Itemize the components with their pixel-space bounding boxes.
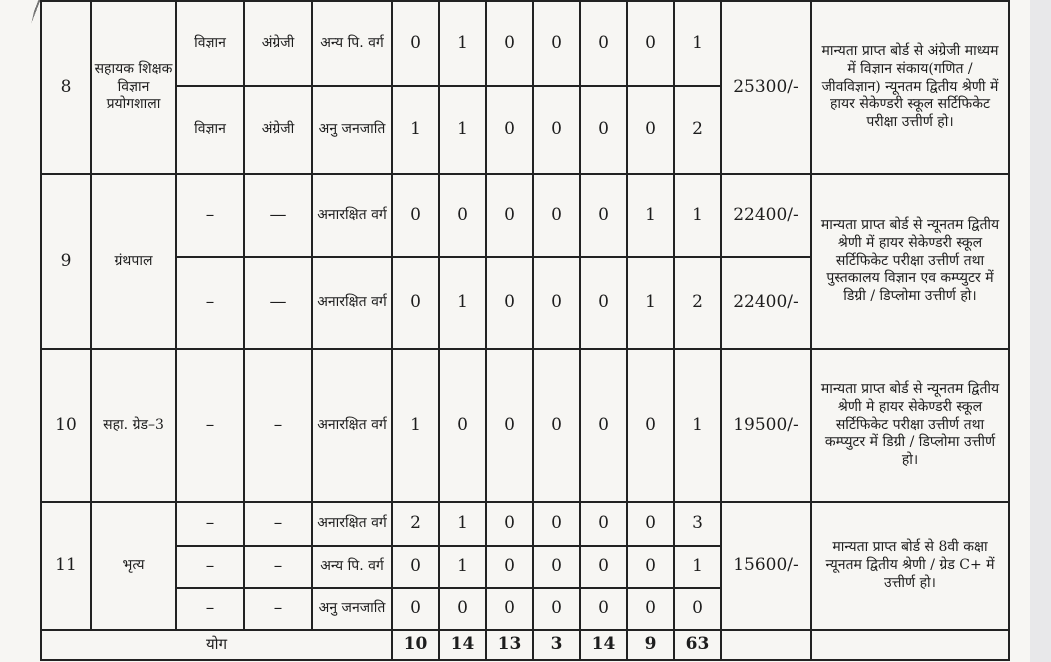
- subject-cell: –: [176, 349, 244, 502]
- count-cell: 1: [674, 546, 721, 588]
- count-cell: 2: [392, 502, 439, 546]
- total-eligibility-empty: [811, 630, 1009, 660]
- count-cell: 0: [439, 349, 486, 502]
- medium-cell: अंग्रेजी: [244, 86, 312, 174]
- count-cell: 0: [486, 502, 533, 546]
- count-cell: 1: [627, 174, 674, 257]
- count-cell: 0: [580, 1, 627, 86]
- count-cell: 0: [533, 174, 580, 257]
- total-count: 14: [439, 630, 486, 660]
- subject-cell: –: [176, 588, 244, 630]
- count-cell: 0: [533, 588, 580, 630]
- total-count: 3: [533, 630, 580, 660]
- count-cell: 0: [580, 349, 627, 502]
- count-cell: 1: [674, 349, 721, 502]
- count-cell: 0: [486, 546, 533, 588]
- serial-number: 9: [41, 174, 91, 349]
- total-row: [41, 630, 1009, 660]
- pay-scale: 15600/-: [721, 502, 811, 630]
- count-cell: 0: [392, 588, 439, 630]
- count-cell: 1: [674, 174, 721, 257]
- category-cell: अन्य पि. वर्ग: [312, 1, 392, 86]
- count-cell: 0: [392, 257, 439, 349]
- table-row: [41, 174, 1009, 257]
- subject-cell: –: [176, 174, 244, 257]
- count-cell: 0: [627, 86, 674, 174]
- category-cell: अनारक्षित वर्ग: [312, 502, 392, 546]
- total-label: योग: [41, 630, 392, 660]
- count-cell: 0: [392, 1, 439, 86]
- medium-cell: –: [244, 588, 312, 630]
- subject-cell: –: [176, 546, 244, 588]
- medium-cell: –: [244, 349, 312, 502]
- table-row: [41, 349, 1009, 502]
- count-cell: 0: [533, 546, 580, 588]
- count-cell: 0: [627, 588, 674, 630]
- eligibility-text: मान्यता प्राप्त बोर्ड से न्यूनतम द्वितीय श्रेणी मे हायर सेकेण्डरी स्कूल सर्टिफिकेट परीक्षा उत्तीर्ण तथा कम्प्युटर में डिग्री / डिप्लोमा उत्तीर्ण हो।: [811, 349, 1009, 502]
- pay-scale: 22400/-: [721, 257, 811, 349]
- total-count: 9: [627, 630, 674, 660]
- medium-cell: –: [244, 546, 312, 588]
- count-cell: 1: [439, 546, 486, 588]
- post-name: ग्रंथपाल: [91, 174, 176, 349]
- count-cell: 1: [439, 1, 486, 86]
- count-cell: 0: [627, 502, 674, 546]
- post-name: भृत्य: [91, 502, 176, 630]
- count-cell: 0: [627, 349, 674, 502]
- count-cell: 0: [580, 174, 627, 257]
- count-cell: 0: [486, 349, 533, 502]
- count-cell: 0: [533, 502, 580, 546]
- count-cell: 1: [439, 257, 486, 349]
- count-cell: 2: [674, 86, 721, 174]
- count-cell: 1: [392, 349, 439, 502]
- eligibility-text: मान्यता प्राप्त बोर्ड से 8वी कक्षा न्यूनतम द्वितीय श्रेणी / ग्रेड C+ में उत्तीर्ण हो।: [811, 502, 1009, 630]
- count-cell: 3: [674, 502, 721, 546]
- medium-cell: —: [244, 257, 312, 349]
- total-count: 14: [580, 630, 627, 660]
- count-cell: 0: [580, 502, 627, 546]
- count-cell: 1: [674, 1, 721, 86]
- serial-number: 11: [41, 502, 91, 630]
- post-name: सहायक शिक्षक विज्ञान प्रयोगशाला: [91, 1, 176, 174]
- count-cell: 0: [533, 257, 580, 349]
- count-cell: 1: [392, 86, 439, 174]
- count-cell: 0: [580, 257, 627, 349]
- count-cell: 0: [580, 86, 627, 174]
- category-cell: अन्य पि. वर्ग: [312, 546, 392, 588]
- category-cell: अनारक्षित वर्ग: [312, 174, 392, 257]
- count-cell: 0: [627, 1, 674, 86]
- table-row: [41, 502, 1009, 546]
- count-cell: 0: [439, 174, 486, 257]
- category-cell: अनु जनजाति: [312, 86, 392, 174]
- count-cell: 1: [439, 86, 486, 174]
- count-cell: 0: [392, 546, 439, 588]
- vacancy-table: [40, 0, 1010, 661]
- count-cell: 0: [486, 1, 533, 86]
- count-cell: 2: [674, 257, 721, 349]
- category-cell: अनारक्षित वर्ग: [312, 257, 392, 349]
- count-cell: 0: [439, 588, 486, 630]
- count-cell: 0: [580, 546, 627, 588]
- count-cell: 0: [486, 174, 533, 257]
- pay-scale: 22400/-: [721, 174, 811, 257]
- count-cell: 0: [533, 349, 580, 502]
- total-count: 63: [674, 630, 721, 660]
- count-cell: 0: [627, 546, 674, 588]
- count-cell: 0: [533, 86, 580, 174]
- table-row: [41, 1, 1009, 86]
- subject-cell: विज्ञान: [176, 1, 244, 86]
- post-name: सहा. ग्रेड–3: [91, 349, 176, 502]
- medium-cell: —: [244, 174, 312, 257]
- count-cell: 0: [580, 588, 627, 630]
- count-cell: 0: [674, 588, 721, 630]
- medium-cell: अंग्रेजी: [244, 1, 312, 86]
- subject-cell: विज्ञान: [176, 86, 244, 174]
- count-cell: 0: [486, 86, 533, 174]
- subject-cell: –: [176, 257, 244, 349]
- total-count: 13: [486, 630, 533, 660]
- serial-number: 10: [41, 349, 91, 502]
- count-cell: 0: [533, 1, 580, 86]
- eligibility-text: मान्यता प्राप्त बोर्ड से अंग्रेजी माध्यम में विज्ञान संकाय(गणित / जीवविज्ञान) न्यूनतम द्वितीय श्रेणी में हायर सेकेण्डरी स्कूल सर्टिफिकेट परीक्षा उत्तीर्ण हो।: [811, 1, 1009, 174]
- count-cell: 0: [486, 257, 533, 349]
- category-cell: अनु जनजाति: [312, 588, 392, 630]
- subject-cell: –: [176, 502, 244, 546]
- category-cell: अनारक्षित वर्ग: [312, 349, 392, 502]
- count-cell: 1: [439, 502, 486, 546]
- count-cell: 1: [627, 257, 674, 349]
- total-count: 10: [392, 630, 439, 660]
- eligibility-text: मान्यता प्राप्त बोर्ड से न्यूनतम द्वितीय श्रेणी में हायर सेकेण्डरी स्कूल सर्टिफिकेट परीक्षा उत्तीर्ण तथा पुस्तकालय विज्ञान एव कम्प्युटर में डिग्री / डिप्लोमा उत्तीर्ण हो।: [811, 174, 1009, 349]
- background-strip: [1030, 0, 1051, 662]
- medium-cell: –: [244, 502, 312, 546]
- pay-scale: 25300/-: [721, 1, 811, 174]
- pay-scale: 19500/-: [721, 349, 811, 502]
- serial-number: 8: [41, 1, 91, 174]
- total-pay-empty: [721, 630, 811, 660]
- count-cell: 0: [486, 588, 533, 630]
- count-cell: 0: [392, 174, 439, 257]
